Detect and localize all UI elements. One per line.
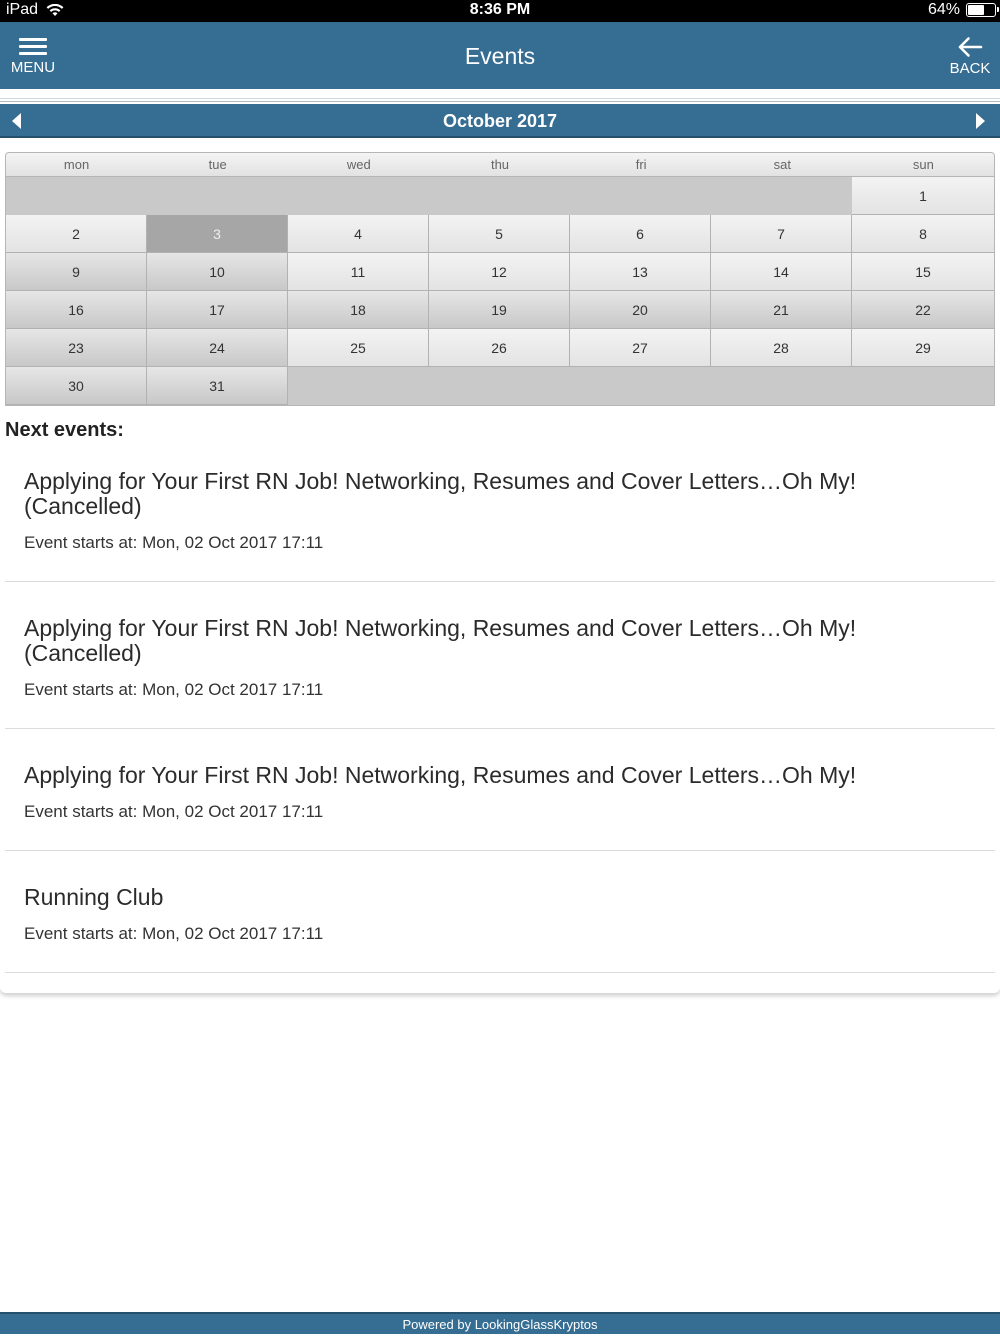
event-item[interactable] [5,851,995,973]
footer: Powered by LookingGlassKryptos [0,1312,1000,1334]
event-item[interactable] [5,582,995,729]
calendar-day[interactable]: 5 [429,215,570,253]
calendar-day[interactable]: 19 [429,291,570,329]
calendar-day[interactable]: 9 [6,253,147,291]
event-start-time: Event starts at: Mon, 02 Oct 2017 17:11 [24,802,324,821]
weekday-label: sun [912,157,934,172]
calendar-day[interactable]: 24 [147,329,288,367]
calendar-empty-cell [288,177,429,215]
calendar-empty-cell [570,177,711,215]
event-start-time: Event starts at: Mon, 02 Oct 2017 17:11 [24,533,324,552]
calendar-week [6,291,994,329]
status-bar [0,0,1000,22]
calendar-day[interactable]: 29 [852,329,994,367]
weekday-label: fri [635,157,647,172]
calendar-day[interactable]: 22 [852,291,994,329]
calendar-day[interactable]: 27 [570,329,711,367]
calendar-day[interactable]: 28 [711,329,852,367]
event-title: Applying for Your First RN Job! Networking, Resumes and Cover Letters…Oh My! [24,615,857,641]
header-divider [0,98,1000,102]
calendar-day[interactable]: 20 [570,291,711,329]
calendar-day[interactable]: 16 [6,291,147,329]
calendar-day[interactable]: 6 [570,215,711,253]
weekday-header-row [6,153,994,177]
event-title: Running Club [24,884,164,910]
weekday-label: wed [346,157,371,172]
calendar-empty-cell [429,367,570,405]
back-arrow-icon [957,36,983,58]
menu-label: MENU [10,59,56,76]
calendar-day[interactable]: 2 [6,215,147,253]
calendar-week [6,329,994,367]
calendar-day[interactable]: 14 [711,253,852,291]
calendar-day-selected[interactable]: 3 [147,215,288,253]
calendar-day[interactable]: 25 [288,329,429,367]
back-label: BACK [949,60,991,77]
calendar-empty-cell [852,367,994,405]
month-title: October 2017 [442,111,558,131]
event-status: (Cancelled) [24,640,142,666]
calendar-week [6,253,994,291]
calendar-empty-cell [429,177,570,215]
calendar-empty-cell [711,177,852,215]
calendar-day[interactable]: 1 [852,177,994,215]
calendar-day[interactable]: 7 [711,215,852,253]
event-start-time: Event starts at: Mon, 02 Oct 2017 17:11 [24,680,324,699]
next-month-icon[interactable] [976,113,985,129]
calendar-day[interactable]: 15 [852,253,994,291]
calendar-week [6,215,994,253]
calendar-day[interactable]: 30 [6,367,147,405]
next-events-heading: Next events: [5,419,124,441]
calendar-day[interactable]: 21 [711,291,852,329]
calendar-day[interactable]: 18 [288,291,429,329]
calendar-day[interactable]: 4 [288,215,429,253]
calendar-day[interactable]: 8 [852,215,994,253]
month-navigation [0,104,1000,138]
calendar-empty-cell [288,367,429,405]
calendar-grid [5,152,995,406]
battery-icon [966,3,996,17]
calendar-day[interactable]: 10 [147,253,288,291]
page-title: Events [464,43,536,69]
calendar-day[interactable]: 11 [288,253,429,291]
weekday-label: mon [63,157,90,172]
weekday-label: sat [773,157,791,172]
calendar-day[interactable]: 23 [6,329,147,367]
calendar-day[interactable]: 12 [429,253,570,291]
calendar-empty-cell [711,367,852,405]
device-name: iPad [6,1,39,18]
events-list [0,452,1000,993]
calendar-empty-cell [570,367,711,405]
weekday-label: tue [208,157,227,172]
event-item[interactable] [5,452,995,582]
event-status: (Cancelled) [24,493,142,519]
event-title: Applying for Your First RN Job! Networking, Resumes and Cover Letters…Oh My! [24,468,857,494]
event-start-time: Event starts at: Mon, 02 Oct 2017 17:11 [24,924,324,943]
status-time: 8:36 PM [469,1,531,18]
event-item[interactable] [5,729,995,851]
battery-percent: 64% [927,1,960,18]
calendar-empty-cell [147,177,288,215]
weekday-label: thu [490,157,510,172]
event-title: Applying for Your First RN Job! Networking, Resumes and Cover Letters…Oh My! [24,762,857,788]
app-header [0,22,1000,89]
calendar-day[interactable]: 26 [429,329,570,367]
back-button[interactable] [948,36,992,80]
status-right [928,1,996,19]
battery-fill [968,5,984,15]
calendar-day[interactable]: 13 [570,253,711,291]
calendar-empty-cell [6,177,147,215]
calendar-day[interactable]: 31 [147,367,288,405]
calendar-week [6,367,994,405]
calendar-day[interactable]: 17 [147,291,288,329]
calendar-week [6,177,994,215]
